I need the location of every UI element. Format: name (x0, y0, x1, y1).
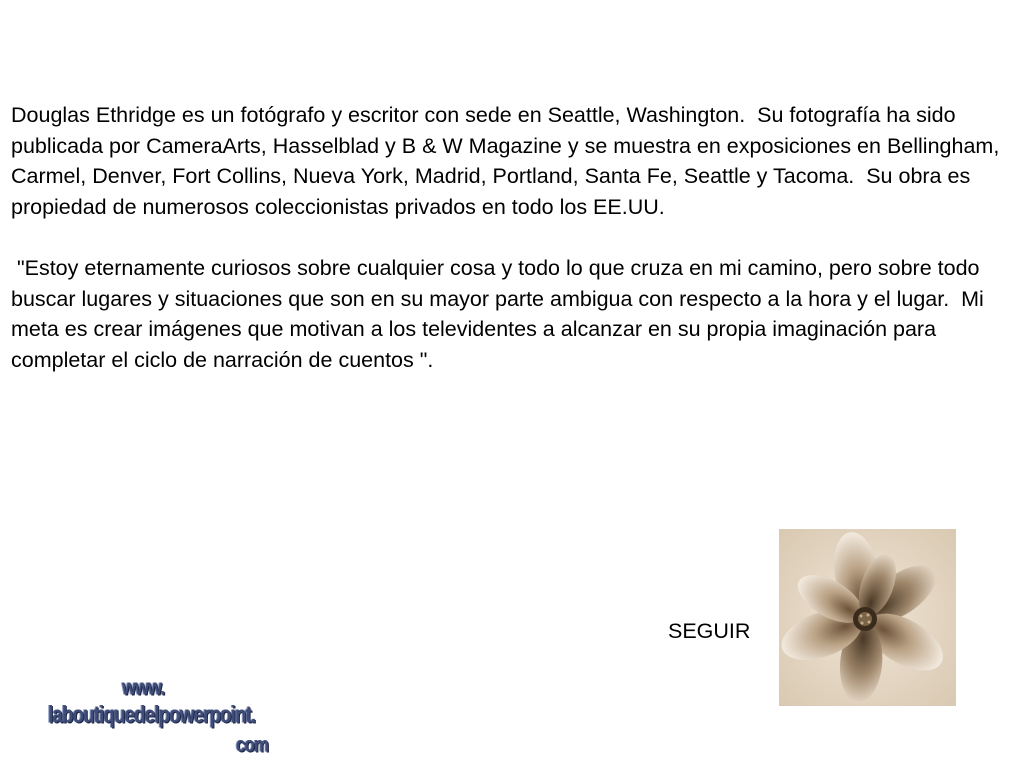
watermark-line: www. (122, 674, 165, 700)
seguir-link[interactable]: SEGUIR (668, 619, 751, 643)
flower-image (779, 529, 956, 706)
watermark-logo (40, 675, 300, 765)
quote-paragraph: "Estoy eternamente curiosos sobre cualquier cosa y todo lo que cruza en mi camino, pero sobre todo buscar lugares y situaciones que son en su mayor parte ambigua con respecto a la hora y el lugar. Mi meta es crear imágenes que motivan a los televidentes a alcanzar en su propia imaginación para completar el ciclo de narración de cuentos ". (11, 255, 990, 372)
watermark-line: com (236, 732, 268, 757)
bio-text-block (11, 100, 1011, 375)
bio-paragraph: Douglas Ethridge es un fotógrafo y escritor con sede en Seattle, Washington. Su fotografía ha sido publicada por CameraArts, Hasselblad y B & W Magazine y se muestra en exposiciones en Bellingham, Carmel, Denver, Fort Collins, Nueva York, Madrid, Portland, Santa Fe, Seattle y Tacoma. Su obra es propiedad de numerosos coleccionistas privados en todo los EE.UU. (11, 103, 1006, 219)
flower-photo[interactable] (779, 529, 956, 706)
watermark-line: laboutiquedelpowerpoint. (48, 702, 256, 729)
